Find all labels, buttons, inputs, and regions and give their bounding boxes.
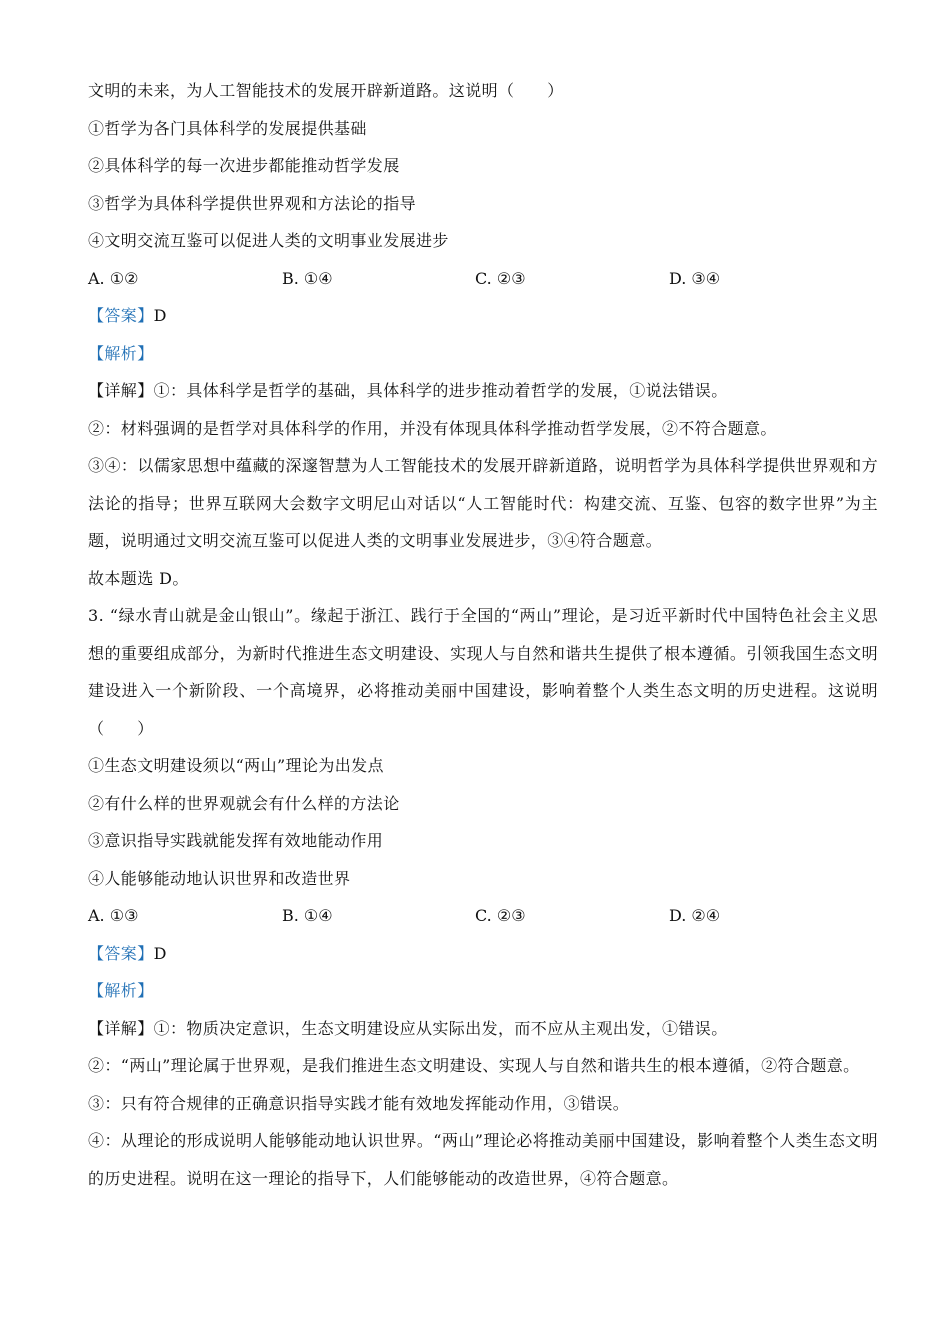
q2-item-3: ③哲学为具体科学提供世界观和方法论的指导 [88, 193, 417, 213]
q2-conclusion: 故本题选 D。 [88, 568, 189, 588]
q2-options [88, 260, 878, 298]
q2-detail-tag: 【详解】 [88, 381, 154, 400]
q3-item-2: ②有什么样的世界观就会有什么样的方法论 [88, 793, 400, 813]
q2-answer-value: D [153, 306, 167, 325]
q3-options [88, 897, 878, 935]
q2-detail-1-text: ①：具体科学是哲学的基础，具体科学的进步推动着哲学的发展，①说法错误。 [153, 381, 728, 400]
q3-detail-tag: 【详解】 [88, 1018, 154, 1038]
q3-stem: 3. “绿水青山就是金山银山”。缘起于浙江、践行于全国的“两山”理论，是习近平新时代中国特色社会主义思想的重要组成部分，为新时代推进生态文明建设、实现人与自然和谐共生提供了根本遵循。引领我国生态文明建设进入一个新阶段、一个高境界，必将推动美丽中国建设，影响着整个人类生态文明的历史进程。这说明（ ） [88, 606, 878, 738]
q3-answer [88, 935, 878, 973]
q2-detail-34: ③④：以儒家思想中蕴藏的深邃智慧为人工智能技术的发展开辟新道路，说明哲学为具体科学提供世界观和方法论的指导；世界互联网大会数字文明尼山对话以“人工智能时代：构建交流、互鉴、包容的数字世界”为主题，说明通过文明交流互鉴可以促进人类的文明事业发展进步，③④符合题意。 [88, 456, 878, 550]
q3-answer-tag: 【答案】 [88, 943, 154, 963]
q3-item-1: ①生态文明建设须以“两山”理论为出发点 [88, 756, 384, 775]
q3-detail-1-text: ①：物质决定意识，生态文明建设应从实际出发，而不应从主观出发，①错误。 [153, 1018, 728, 1038]
q2-item-2: ②具体科学的每一次进步都能推动哲学发展 [88, 156, 400, 175]
q2-item-4: ④文明交流互鉴可以促进人类的文明事业发展进步 [88, 231, 449, 250]
q3-analysis-tag: 【解析】 [88, 981, 154, 1000]
q3-option-a: A. ①③ [88, 906, 139, 925]
q2-answer [88, 297, 878, 335]
q3-detail-1 [88, 1010, 878, 1048]
q3-answer-value: D [153, 943, 167, 963]
q2-detail-1 [88, 372, 878, 410]
q2-option-c: C. ②③ [475, 268, 526, 288]
q3-option-b: B. ①④ [282, 906, 333, 925]
q3-item-3: ③意识指导实践就能发挥有效地能动作用 [88, 831, 384, 850]
q2-detail-2: ②：材料强调的是哲学对具体科学的作用，并没有体现具体科学推动哲学发展，②不符合题意。 [88, 418, 777, 438]
q2-option-a: A. ①② [88, 268, 139, 288]
q2-option-d: D. ③④ [669, 268, 721, 288]
document-page [88, 72, 878, 1197]
q3-option-c: C. ②③ [475, 906, 526, 925]
q3-detail-3: ③：只有符合规律的正确意识指导实践才能有效地发挥能动作用，③错误。 [88, 1093, 630, 1113]
q2-answer-tag: 【答案】 [88, 306, 154, 325]
q2-option-b: B. ①④ [282, 268, 333, 288]
q2-stem-tail: 文明的未来，为人工智能技术的发展开辟新道路。这说明（ ） [88, 81, 564, 100]
q2-analysis-tag: 【解析】 [88, 343, 154, 363]
q3-detail-2: ②：“两山”理论属于世界观，是我们推进生态文明建设、实现人与自然和谐共生的根本遵循，②符合题意。 [88, 1056, 860, 1075]
q3-option-d: D. ②④ [669, 906, 721, 925]
q3-detail-4: ④：从理论的形成说明人能够能动地认识世界。“两山”理论必将推动美丽中国建设，影响着整个人类生态文明的历史进程。说明在这一理论的指导下，人们能够能动的改造世界，④符合题意。 [88, 1131, 878, 1188]
q2-item-1: ①哲学为各门具体科学的发展提供基础 [88, 118, 367, 138]
q3-item-4: ④人能够能动地认识世界和改造世界 [88, 868, 351, 888]
